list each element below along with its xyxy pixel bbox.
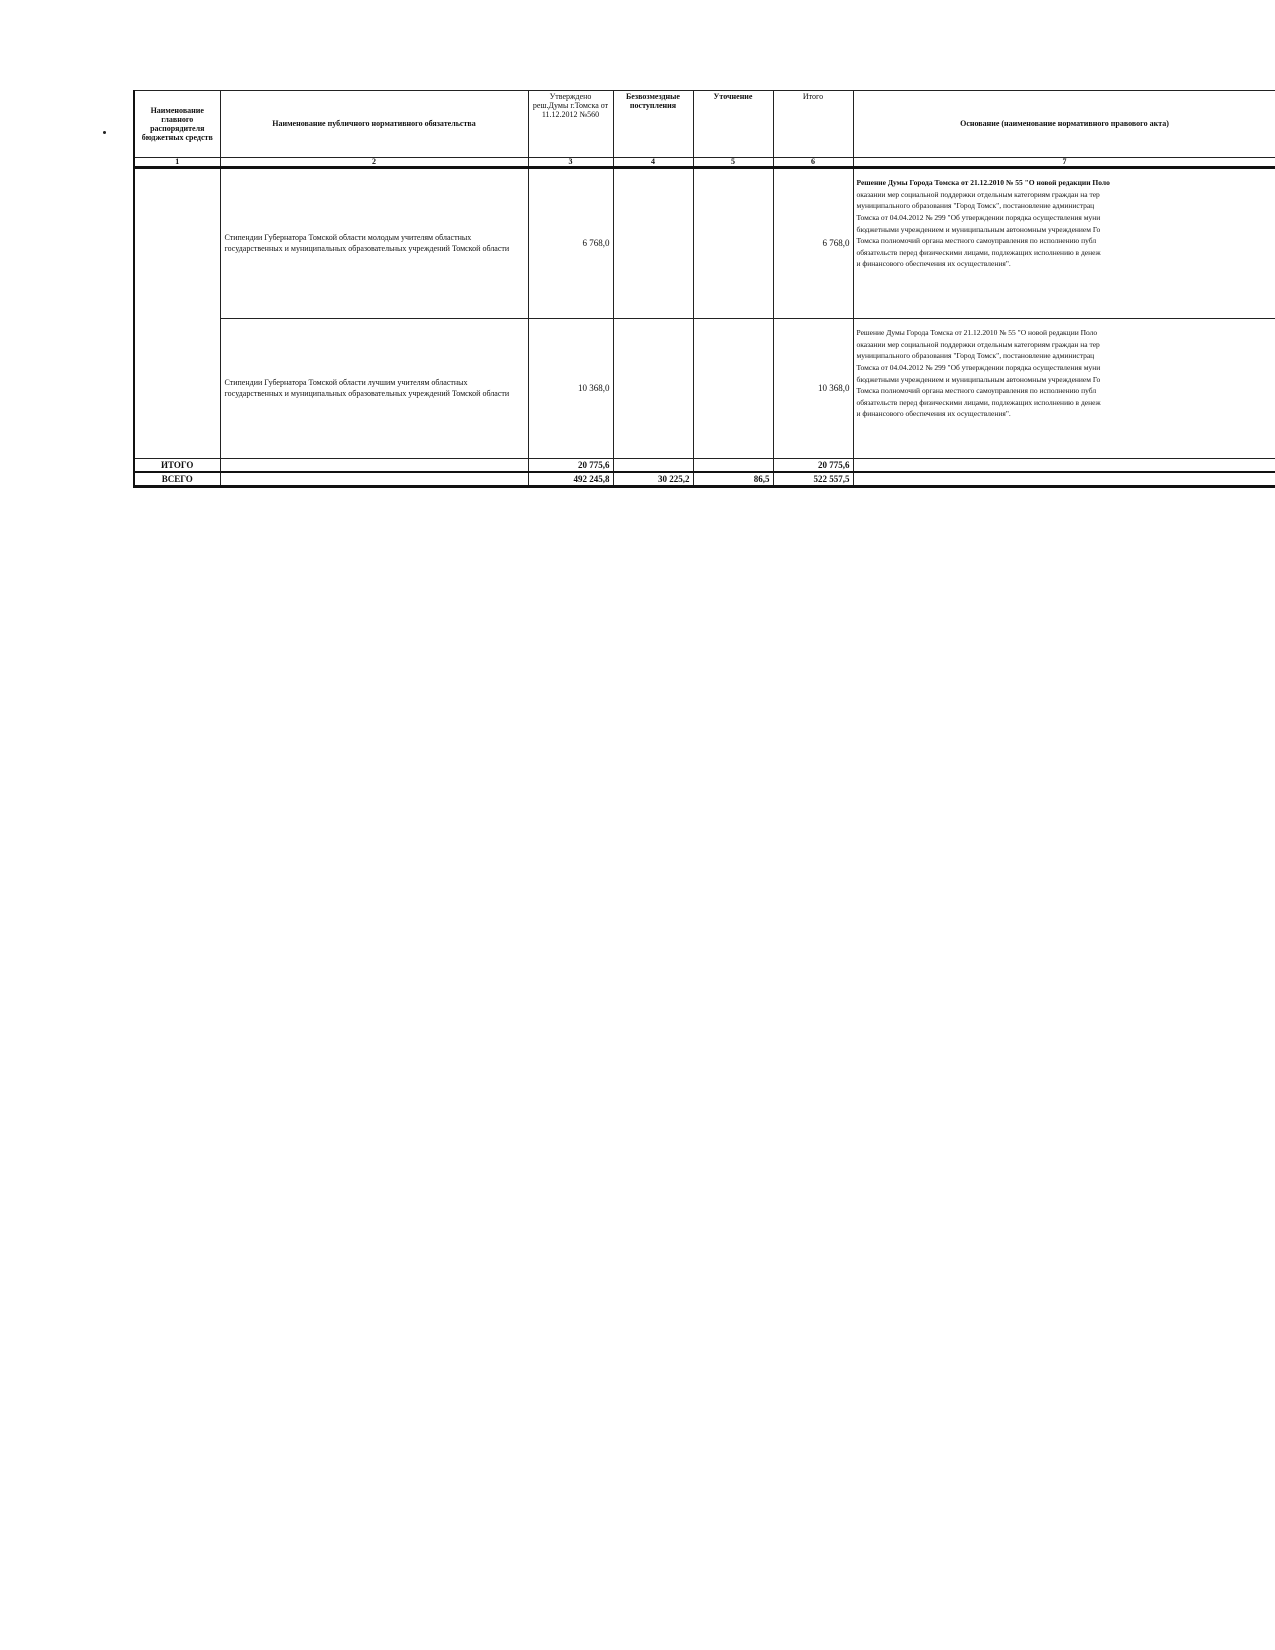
basis-line: оказании мер социальной поддержки отдельным категориям граждан на тер bbox=[856, 189, 1100, 199]
basis-line: обязательств перед физическими лицами, подлежащих исполнению в денеж bbox=[856, 397, 1101, 407]
empty-cell bbox=[853, 472, 1275, 487]
basis-line: бюджетными учреждением и муниципальным автономным учреждением Го bbox=[856, 224, 1101, 234]
itogo-label: ИТОГО bbox=[134, 459, 220, 473]
empty-cell bbox=[220, 459, 528, 473]
column-number: 4 bbox=[613, 158, 693, 168]
header-grants: Безвозмездные поступления bbox=[613, 91, 693, 158]
vsego-grants: 30 225,2 bbox=[613, 472, 693, 487]
grants-value bbox=[613, 168, 693, 319]
column-number: 7 bbox=[853, 158, 1275, 168]
vsego-label: ВСЕГО bbox=[134, 472, 220, 487]
vsego-total: 522 557,5 bbox=[773, 472, 853, 487]
grants-value bbox=[613, 319, 693, 459]
table-row bbox=[134, 168, 1275, 319]
vsego-approved: 492 245,8 bbox=[528, 472, 613, 487]
basis-text bbox=[853, 168, 1275, 319]
header-basis: Основание (наименование нормативного правового акта) bbox=[853, 91, 1275, 158]
distributor-cell bbox=[134, 168, 220, 459]
empty-cell bbox=[220, 472, 528, 487]
empty-cell bbox=[853, 459, 1275, 473]
basis-line: и финансового обеспечения их осуществления". bbox=[856, 259, 1011, 269]
obligation-name: Стипендии Губернатора Томской области лучшим учителям областных государственных и муниципальных образовательных учреждений Томской области bbox=[220, 319, 528, 459]
basis-line: Томска от 04.04.2012 № 299 "Об утверждении порядка осуществления муни bbox=[856, 362, 1101, 372]
header-row bbox=[134, 91, 1275, 158]
basis-line: обязательств перед физическими лицами, подлежащих исполнению в денеж bbox=[856, 247, 1101, 257]
approved-value: 10 368,0 bbox=[528, 319, 613, 459]
column-number: 5 bbox=[693, 158, 773, 168]
vsego-clarification: 86,5 bbox=[693, 472, 773, 487]
basis-line: Решение Думы Города Томска от 21.12.2010 № 55 "О новой редакции Поло bbox=[856, 328, 1098, 337]
basis-line: Томска от 04.04.2012 № 299 "Об утверждении порядка осуществления муни bbox=[856, 212, 1101, 222]
basis-line: муниципального образования "Город Томск", постановление администрац bbox=[856, 351, 1095, 361]
itogo-approved: 20 775,6 bbox=[528, 459, 613, 473]
column-number: 3 bbox=[528, 158, 613, 168]
basis-text bbox=[853, 319, 1275, 459]
header-clarification: Уточнение bbox=[693, 91, 773, 158]
header-approved: Утверждено реш.Думы г.Томска от 11.12.2012 №560 bbox=[528, 91, 613, 158]
itogo-row bbox=[134, 459, 1275, 473]
itogo-total: 20 775,6 bbox=[773, 459, 853, 473]
column-number: 1 bbox=[134, 158, 220, 168]
header-obligation-name: Наименование публичного нормативного обязательства bbox=[220, 91, 528, 158]
header-distributor: Наименование главного распорядителя бюджетных средств bbox=[134, 91, 220, 158]
basis-line: и финансового обеспечения их осуществления". bbox=[856, 409, 1011, 419]
approved-value: 6 768,0 bbox=[528, 168, 613, 319]
vsego-row bbox=[134, 472, 1275, 487]
header-total: Итого bbox=[773, 91, 853, 158]
basis-line: бюджетными учреждением и муниципальным автономным учреждением Го bbox=[856, 374, 1101, 384]
obligations-table bbox=[133, 90, 1275, 488]
basis-line: Томска полномочий органа местного самоуправления по исполнению публ bbox=[856, 236, 1097, 246]
clarification-value bbox=[693, 319, 773, 459]
basis-line: оказании мер социальной поддержки отдельным категориям граждан на тер bbox=[856, 339, 1100, 349]
total-value: 6 768,0 bbox=[773, 168, 853, 319]
itogo-clarification bbox=[693, 459, 773, 473]
stray-dot bbox=[103, 131, 106, 134]
column-number: 2 bbox=[220, 158, 528, 168]
column-number-row bbox=[134, 158, 1275, 168]
clarification-value bbox=[693, 168, 773, 319]
obligation-name: Стипендии Губернатора Томской области молодым учителям областных государственных и муниципальных образовательных учреждений Томской области bbox=[220, 168, 528, 319]
basis-line: Томска полномочий органа местного самоуправления по исполнению публ bbox=[856, 386, 1097, 396]
table-row bbox=[134, 319, 1275, 459]
total-value: 10 368,0 bbox=[773, 319, 853, 459]
column-number: 6 bbox=[773, 158, 853, 168]
itogo-grants bbox=[613, 459, 693, 473]
basis-line: Решение Думы Города Томска от 21.12.2010 № 55 "О новой редакции Поло bbox=[856, 178, 1110, 187]
basis-line: муниципального образования "Город Томск", постановление администрац bbox=[856, 201, 1095, 211]
